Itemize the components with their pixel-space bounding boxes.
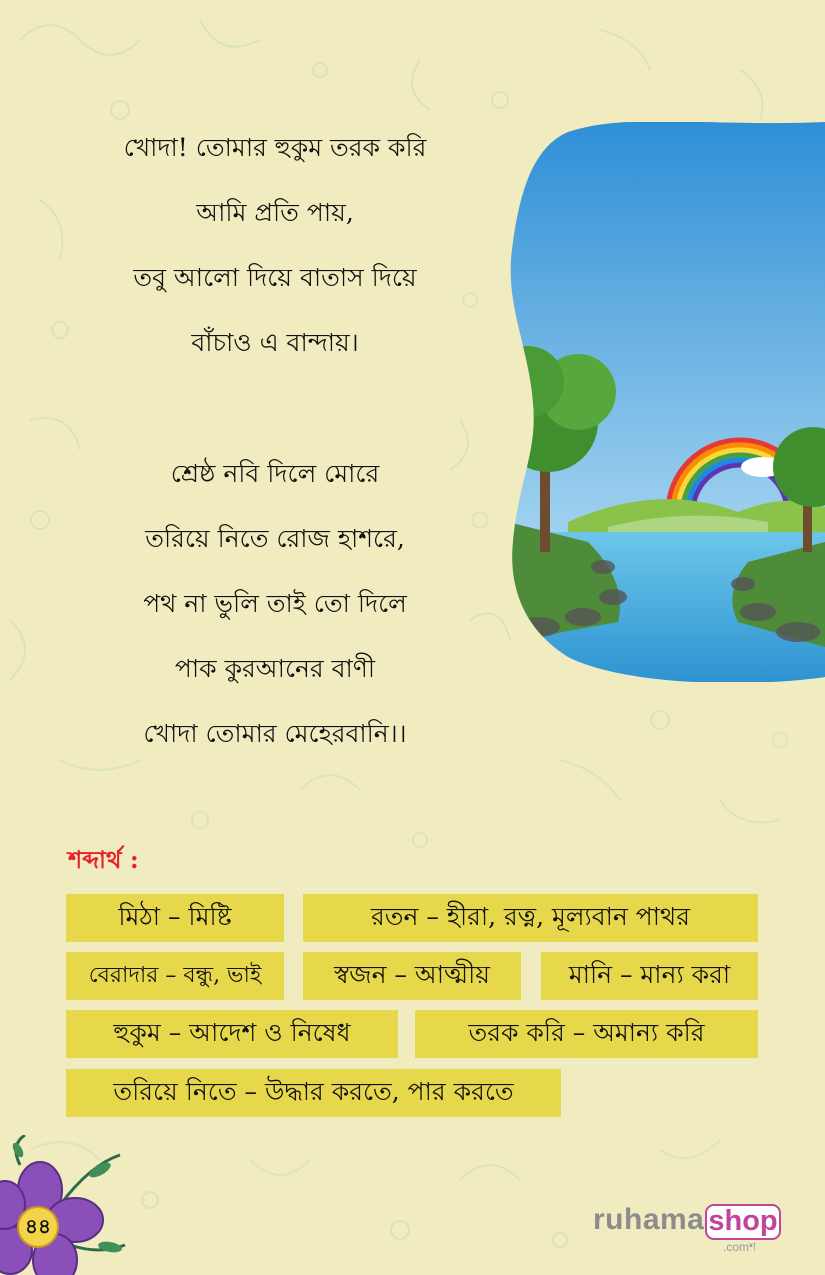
brand-suffix: .comশ <box>723 1240 757 1254</box>
poem-line: পথ না ভুলি তাই তো দিলে <box>143 589 407 618</box>
poem-line: তবু আলো দিয়ে বাতাস দিয়ে <box>133 263 417 292</box>
glossary-item: মানি – মান্য করা <box>541 952 758 1000</box>
glossary-title: শব্দার্থ : <box>68 845 139 874</box>
poem-line: পাক কুরআনের বাণী <box>174 654 376 683</box>
poem-line: আমি প্রতি পায়, <box>196 198 354 227</box>
glossary-item: বেরাদার – বন্ধু, ভাই <box>66 952 284 1000</box>
poem-line: বাঁচাও এ বান্দায়। <box>191 328 359 357</box>
brand-shop-badge: shop <box>705 1204 781 1240</box>
brand-name: ruhama <box>593 1203 705 1236</box>
glossary-item: স্বজন – আত্মীয় <box>303 952 521 1000</box>
page-number: ৪৪ <box>25 1214 51 1238</box>
poem-line: খোদা! তোমার হুকুম তরক করি <box>123 133 427 162</box>
poem-line: খোদা তোমার মেহেরবানি।। <box>143 719 407 748</box>
glossary-item: রতন – হীরা, রত্ন, মূল্যবান পাথর <box>303 894 758 942</box>
glossary-item: হুকুম – আদেশ ও নিষেধ <box>66 1010 398 1058</box>
poem-line: শ্রেষ্ঠ নবি দিলে মোরে <box>170 459 380 488</box>
glossary-item: মিঠা – মিষ্টি <box>66 894 284 942</box>
glossary-item: তরিয়ে নিতে – উদ্ধার করতে, পার করতে <box>66 1069 561 1117</box>
flower-decoration <box>0 1135 130 1275</box>
glossary-item: তরক করি – অমান্য করি <box>415 1010 758 1058</box>
landscape-illustration <box>508 122 825 682</box>
poem-line: তরিয়ে নিতে রোজ হাশরে, <box>145 524 405 553</box>
brand-logo <box>593 1203 793 1259</box>
